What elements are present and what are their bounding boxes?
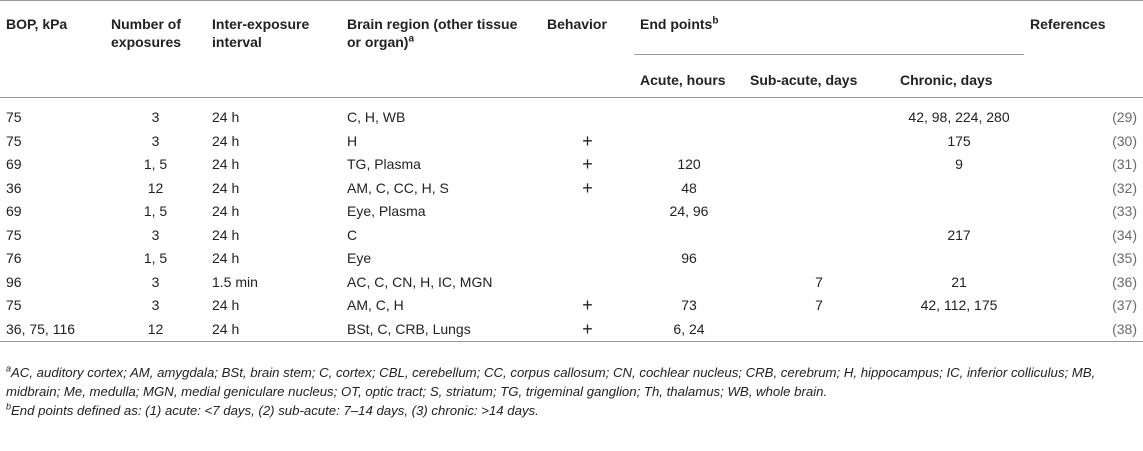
cell-bop: 76 xyxy=(6,250,22,266)
cell-bop: 75 xyxy=(6,132,22,149)
header-chronic: Chronic, days xyxy=(900,72,993,88)
cell-interval: 24 h xyxy=(212,297,240,313)
cell-region: TG, Plasma xyxy=(347,156,421,172)
cell-bop: 69 xyxy=(6,203,22,219)
cell-ref: (34) xyxy=(1112,226,1138,243)
cell-exposures: 1, 5 xyxy=(143,203,168,219)
cell-region: BSt, C, CRB, Lungs xyxy=(347,320,471,337)
cell-acute xyxy=(634,224,744,248)
cell-subacute xyxy=(744,153,894,177)
cell-chronic xyxy=(894,177,1024,201)
cell-interval: 24 h xyxy=(212,132,240,149)
table-row xyxy=(0,271,1143,295)
table-header xyxy=(0,1,1143,98)
cell-exposures: 1, 5 xyxy=(143,250,168,266)
cell-bop: 96 xyxy=(6,273,22,290)
table-row xyxy=(0,294,1143,318)
cell-bop: 69 xyxy=(6,156,22,172)
cell-ref: (37) xyxy=(1112,297,1138,313)
cell-exposures: 3 xyxy=(151,132,160,149)
header-behavior: Behavior xyxy=(547,16,607,32)
cell-ref: (38) xyxy=(1112,320,1138,337)
cell-behavior xyxy=(541,200,634,224)
header-bop: BOP, kPa xyxy=(6,16,68,32)
cell-exposures: 3 xyxy=(151,273,160,290)
cell-behavior xyxy=(541,98,634,130)
header-subacute: Sub-acute, days xyxy=(750,72,858,88)
cell-ref: (36) xyxy=(1112,273,1138,290)
cell-region: Eye, Plasma xyxy=(347,203,426,219)
header-exposures: Number of exposures xyxy=(111,16,182,50)
cell-behavior xyxy=(541,271,634,295)
cell-subacute xyxy=(744,224,894,248)
cell-interval: 24 h xyxy=(212,156,240,172)
table-row xyxy=(0,200,1143,224)
cell-bop: 75 xyxy=(6,109,22,125)
table-row xyxy=(0,153,1143,177)
cell-behavior xyxy=(541,224,634,248)
cell-ref: (31) xyxy=(1112,156,1138,172)
cell-behavior: + xyxy=(582,154,593,174)
header-interval: Inter-exposure interval xyxy=(212,16,310,50)
cell-exposures: 3 xyxy=(151,226,160,243)
cell-bop: 36 xyxy=(6,179,22,196)
cell-behavior xyxy=(541,247,634,271)
header-region: Brain region (other tissue or organ)$^a$ xyxy=(347,16,518,50)
cell-interval: 24 h xyxy=(212,250,240,266)
cell-region: Eye xyxy=(347,250,372,266)
cell-subacute xyxy=(744,98,894,130)
cell-interval: 24 h xyxy=(212,320,240,337)
footnotes xyxy=(6,363,1141,420)
cell-ref: (33) xyxy=(1112,203,1138,219)
cell-subacute: 7 xyxy=(815,297,823,313)
cell-acute: 96 xyxy=(681,250,697,266)
cell-behavior: + xyxy=(582,177,593,198)
cell-chronic: 175 xyxy=(947,132,971,149)
cell-interval: 24 h xyxy=(212,203,240,219)
cell-acute: 24, 96 xyxy=(669,203,709,219)
cell-region: H xyxy=(347,132,358,149)
cell-acute xyxy=(634,130,744,154)
cell-chronic: 9 xyxy=(955,156,963,172)
cell-region: C xyxy=(347,226,358,243)
cell-subacute xyxy=(744,247,894,271)
cell-interval: 24 h xyxy=(212,109,240,125)
cell-chronic xyxy=(894,318,1024,342)
footnote-b: $^b$End points defined as: (1) acute: <7 days, (2) sub-acute: 7–14 days, (3) chronic: >14 days. xyxy=(6,401,539,418)
cell-subacute xyxy=(744,177,894,201)
table-row xyxy=(0,177,1143,201)
header-endpoints: End points$^b$ xyxy=(634,1,1024,55)
header-acute: Acute, hours xyxy=(640,72,726,88)
cell-bop: 75 xyxy=(6,297,22,313)
cell-chronic: 217 xyxy=(947,226,971,243)
header-references: References xyxy=(1030,16,1106,32)
table-row xyxy=(0,130,1143,154)
cell-acute: 73 xyxy=(681,297,697,313)
cell-behavior: + xyxy=(582,318,593,339)
cell-behavior: + xyxy=(582,295,593,315)
cell-exposures: 3 xyxy=(151,109,160,125)
cell-subacute xyxy=(744,130,894,154)
cell-behavior: + xyxy=(582,130,593,151)
cell-acute xyxy=(634,271,744,295)
cell-chronic xyxy=(894,200,1024,224)
cell-chronic: 42, 98, 224, 280 xyxy=(908,109,1010,125)
cell-acute: 120 xyxy=(677,156,701,172)
cell-acute: 6, 24 xyxy=(673,320,705,337)
cell-acute xyxy=(634,98,744,130)
cell-region: AC, C, CN, H, IC, MGN xyxy=(347,273,493,290)
cell-bop: 36, 75, 116 xyxy=(6,320,76,337)
cell-bop: 75 xyxy=(6,226,22,243)
cell-region: AM, C, CC, H, S xyxy=(347,179,449,196)
cell-acute: 48 xyxy=(681,179,697,196)
table-row xyxy=(0,224,1143,248)
cell-ref: (32) xyxy=(1112,179,1138,196)
cell-exposures: 1, 5 xyxy=(143,156,168,172)
cell-interval: 1.5 min xyxy=(212,273,258,290)
cell-ref: (30) xyxy=(1112,132,1138,149)
cell-subacute xyxy=(744,318,894,342)
cell-subacute: 7 xyxy=(815,273,823,290)
cell-region: C, H, WB xyxy=(347,109,406,125)
cell-chronic xyxy=(894,247,1024,271)
cell-interval: 24 h xyxy=(212,179,240,196)
cell-ref: (35) xyxy=(1112,250,1138,266)
cell-subacute xyxy=(744,200,894,224)
table-row xyxy=(0,247,1143,271)
cell-ref: (29) xyxy=(1112,109,1138,125)
cell-interval: 24 h xyxy=(212,226,240,243)
table-row xyxy=(0,318,1143,342)
cell-exposures: 3 xyxy=(151,297,160,313)
cell-exposures: 12 xyxy=(147,179,164,196)
cell-chronic: 42, 112, 175 xyxy=(920,297,998,313)
cell-chronic: 21 xyxy=(951,273,967,290)
cell-exposures: 12 xyxy=(147,320,164,337)
table-row xyxy=(0,98,1143,130)
cell-region: AM, C, H xyxy=(347,297,404,313)
table-body xyxy=(0,98,1143,342)
footnote-a: $^a$AC, auditory cortex; AM, amygdala; BSt, brain stem; C, cortex; CBL, cerebellum; CC, corpus callosum; CN, cochlear nucleus; CRB, cerebrum; H, hippocampus; IC, inferior colliculus; MB, midbrain; Me, medulla; MGN, medial geniculare nucleus; OT, optic tract; S, striatum; TG, trigeminal ganglion; Th, thalamus; WB, whole brain. xyxy=(6,363,1096,399)
